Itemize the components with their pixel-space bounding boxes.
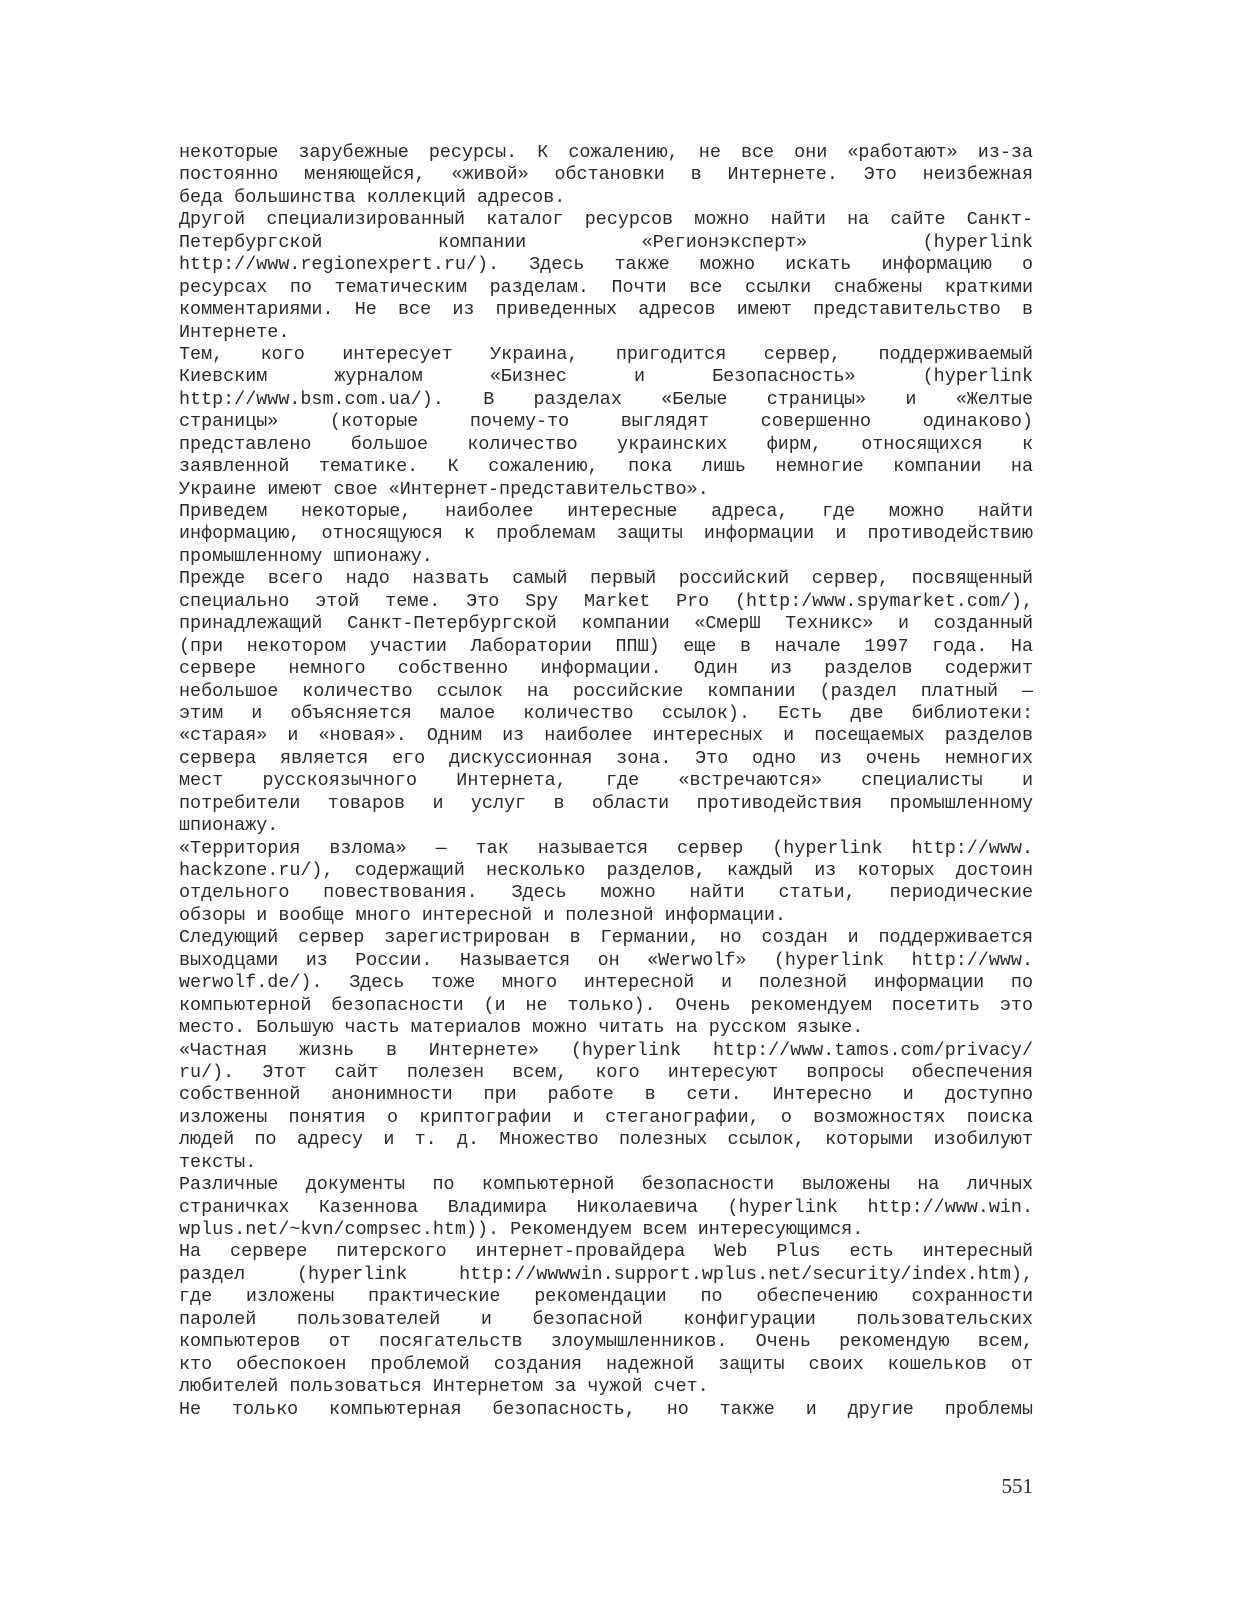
text-line: кто обеспокоен проблемой создания надежной защиты своих кошельков от: [179, 1353, 1033, 1375]
text-line: Не только компьютерная безопасность, но также и другие проблемы: [179, 1398, 1033, 1420]
text-line: Интернете.: [179, 321, 290, 343]
text-line: страницы» (которые почему-то выглядят совершенно одинаково): [179, 411, 1033, 433]
text-line: ресурсах по тематическим разделам. Почти все ссылки снабжены краткими: [179, 276, 1033, 298]
text-line: принадлежащий Санкт-Петербургской компании «СмерШ Техникс» и созданный: [179, 613, 1033, 635]
text-line: wplus.net/~kvn/compsec.htm)). Рекомендуем всем интересующимся.: [179, 1219, 864, 1240]
text-line: Тем, кого интересует Украина, пригодится сервер, поддерживаемый: [179, 343, 1033, 365]
text-line: Различные документы по компьютерной безопасности выложены на личных: [179, 1174, 1033, 1196]
text-line: изложены понятия о криптографии и стеганографии, о возможностях поиска: [179, 1106, 1033, 1128]
text-line: Приведем некоторые, наиболее интересные адреса, где можно найти: [179, 501, 1033, 522]
text-line: обзоры и вообще много интересной и полезной информации.: [179, 904, 786, 926]
text-line: беда большинства коллекций адресов.: [179, 186, 566, 208]
text-line: информацию, относящуюся к проблемам защиты информации и противодействию: [179, 523, 1033, 545]
text-line: постоянно меняющейся, «живой» обстановки в Интернете. Это неизбежная: [179, 164, 1033, 186]
text-line: собственной анонимности при работе в сети. Интересно и доступно: [179, 1084, 1033, 1106]
text-line: отдельного повествования. Здесь можно найти статьи, периодические: [179, 882, 1033, 904]
paragraph: [179, 568, 1033, 837]
text-line: страничках Казеннова Владимира Николаевича (hyperlink http://www.win.: [179, 1196, 1033, 1218]
text-line: любителей пользоваться Интернетом за чужой счет.: [179, 1376, 709, 1398]
text-line: выходцами из России. Называется он «Werwolf» (hyperlink http://www.: [179, 949, 1033, 971]
text-line: Киевским журналом «Бизнес и Безопасность» (hyperlink: [179, 366, 1033, 388]
paragraph: [179, 209, 1033, 344]
text-line: заявленной тематике. К сожалению, пока лишь немногие компании на: [179, 456, 1033, 478]
text-line: людей по адресу и т. д. Множество полезных ссылок, которыми изобилуют: [179, 1129, 1033, 1151]
text-line: Украине имеют свое «Интернет-представительство».: [179, 478, 709, 500]
paragraph: [179, 1241, 1033, 1398]
paragraph: [179, 927, 1033, 1039]
text-line: werwolf.de/). Здесь тоже много интересной и полезной информации по: [179, 972, 1033, 994]
text-line: Петербургской компании «Регионэксперт» (hyperlink: [179, 231, 1033, 253]
paragraph: [179, 838, 1033, 928]
paragraph: [179, 344, 1033, 501]
paragraph: [179, 142, 1033, 209]
text-line: промышленному шпионажу.: [179, 545, 433, 567]
body-text: [179, 142, 1033, 1421]
paragraph: [179, 501, 1033, 568]
text-line: http://www.bsm.com.ua/). В разделах «Белые страницы» и «Желтые: [179, 388, 1033, 410]
text-line: этим и объясняется малое количество ссылок). Есть две библиотеки:: [179, 702, 1033, 724]
text-line: представлено большое количество украинских фирм, относящихся к: [179, 433, 1033, 455]
text-line: небольшое количество ссылок на российские компании (раздел платный —: [179, 680, 1033, 702]
text-line: некоторые зарубежные ресурсы. К сожалению, не все они «работают» из-за: [179, 142, 1033, 163]
text-line: тексты.: [179, 1151, 257, 1173]
text-line: шпионажу.: [179, 815, 279, 837]
text-line: Другой специализированный каталог ресурсов можно найти на сайте Санкт-: [179, 209, 1033, 231]
text-line: компьютерной безопасности (и не только). Очень рекомендуем посетить это: [179, 994, 1033, 1016]
text-line: специально этой теме. Это Spy Market Pro (http:/www.spymarket.com/),: [179, 590, 1033, 612]
text-line: потребители товаров и услуг в области противодействия промышленному: [179, 792, 1033, 814]
text-line: паролей пользователей и безопасной конфигурации пользовательских: [179, 1308, 1033, 1330]
text-line: комментариями. Не все из приведенных адресов имеют представительство в: [179, 299, 1033, 321]
text-line: Прежде всего надо назвать самый первый российский сервер, посвященный: [179, 568, 1033, 590]
text-line: место. Большую часть материалов можно читать на русском языке.: [179, 1017, 864, 1039]
text-line: (при некотором участии Лаборатории ППШ) еще в начале 1997 года. На: [179, 635, 1033, 657]
text-line: «Частная жизнь в Интернете» (hyperlink http://www.tamos.com/privacy/: [179, 1039, 1033, 1061]
text-line: сервера является его дискуссионная зона. Это одно из очень немногих: [179, 747, 1033, 769]
text-line: где изложены практические рекомендации по обеспечению сохранности: [179, 1286, 1033, 1308]
text-line: «Территория взлома» — так называется сервер (hyperlink http://www.: [179, 837, 1033, 859]
text-line: «старая» и «новая». Одним из наиболее интересных и посещаемых разделов: [179, 725, 1033, 747]
page-number: 551: [1001, 1474, 1033, 1498]
text-line: На сервере питерского интернет-провайдера Web Plus есть интересный: [179, 1241, 1033, 1263]
text-line: мест русскоязычного Интернета, где «встречаются» специалисты и: [179, 770, 1033, 792]
text-line: компьютеров от посягательств злоумышленников. Очень рекомендую всем,: [179, 1331, 1033, 1353]
paragraph: [179, 1040, 1033, 1175]
text-line: http://www.regionexpert.ru/). Здесь также можно искать информацию о: [179, 254, 1033, 276]
paragraph: [179, 1399, 1033, 1421]
text-line: ru/). Этот сайт полезен всем, кого интересуют вопросы обеспечения: [179, 1061, 1033, 1083]
paragraph: [179, 1174, 1033, 1241]
text-line: Следующий сервер зарегистрирован в Германии, но создан и поддерживается: [179, 927, 1033, 949]
text-line: сервере немного собственно информации. Один из разделов содержит: [179, 658, 1033, 680]
text-line: hackzone.ru/), содержащий несколько разделов, каждый из которых достоин: [179, 860, 1033, 881]
text-line: раздел (hyperlink http://wwwwin.support.wplus.net/security/index.htm),: [179, 1263, 1033, 1285]
